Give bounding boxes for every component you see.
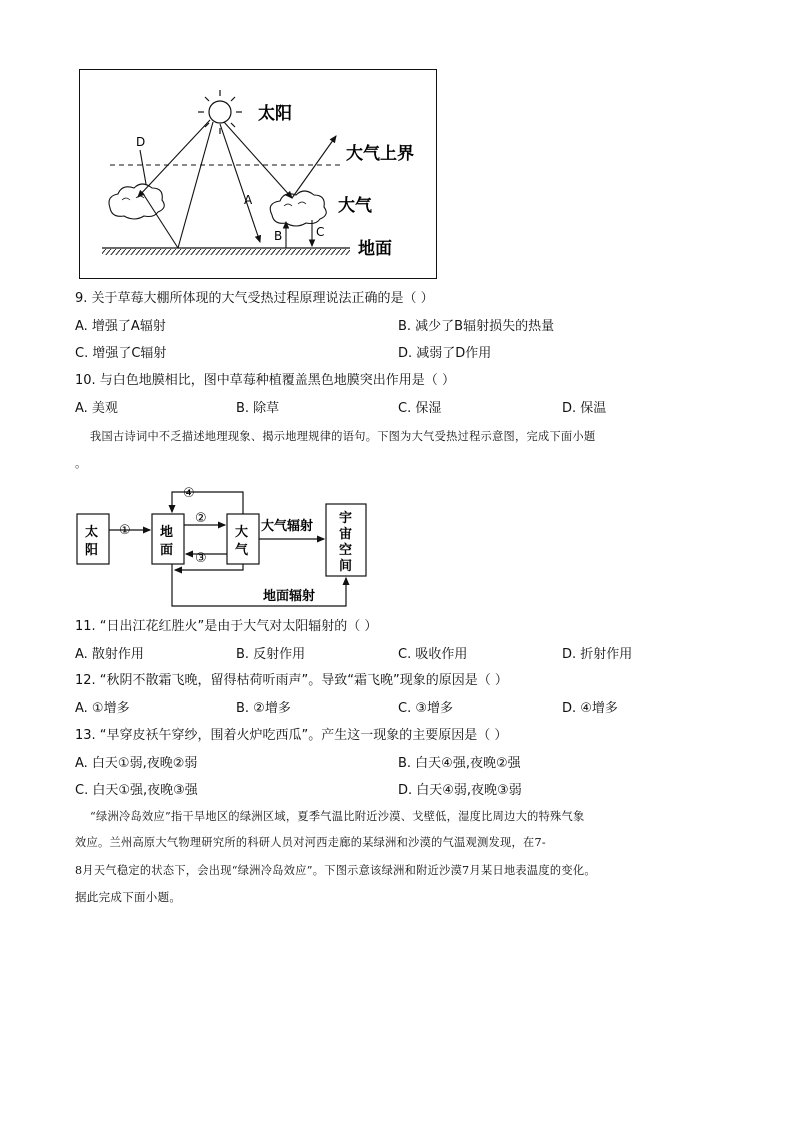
q10-option-a[interactable]: A. 美观 xyxy=(75,401,118,416)
atmos-radiation-label: 大气辐射 xyxy=(261,519,314,534)
q12-option-a[interactable]: A. ①增多 xyxy=(75,701,130,716)
intro-1-line-1: 我国古诗词中不乏描述地理现象、揭示地理规律的语句。下图为大气受热过程示意图，完成下面小题 xyxy=(90,430,596,443)
box-sun-label-1: 太 xyxy=(85,525,99,540)
box-atmos-label-2: 气 xyxy=(235,543,249,558)
q11-option-d[interactable]: D. 折射作用 xyxy=(562,647,633,662)
q9-option-b[interactable]: B. 减少了B辐射损失的热量 xyxy=(398,319,555,334)
atmosphere-label: 大气 xyxy=(338,196,372,216)
q12-option-c[interactable]: C. ③增多 xyxy=(398,701,453,716)
question-12-stem: 12. “秋阴不散霜飞晚，留得枯荷听雨声”。导致“霜飞晚”现象的原因是（ ） xyxy=(75,673,508,688)
q11-option-a[interactable]: A. 散射作用 xyxy=(75,647,144,662)
question-11-stem: 11. “日出江花红胜火”是由于大气对太阳辐射的（ ） xyxy=(75,619,378,634)
flow-label-3: ③ xyxy=(195,551,207,566)
box-space-label-4: 间 xyxy=(339,559,353,574)
arrow-a-label: A xyxy=(244,193,253,207)
arrow-d-label: D xyxy=(136,135,146,149)
q13-option-c[interactable]: C. 白天①强,夜晚③强 xyxy=(75,783,198,798)
intro-1-line-2: 。 xyxy=(75,456,87,470)
q10-option-c[interactable]: C. 保湿 xyxy=(398,401,442,416)
cloud-right-icon xyxy=(270,191,326,226)
intro-2-line-1: “绿洲冷岛效应”指干旱地区的绿洲区域，夏季气温比附近沙漠、戈壁低，湿度比周边大的特殊气象 xyxy=(90,810,585,823)
q12-option-d[interactable]: D. ④增多 xyxy=(562,701,618,716)
ground-label: 地面 xyxy=(358,239,392,259)
question-9-stem: 9. 关于草莓大棚所体现的大气受热过程原理说法正确的是（ ） xyxy=(75,291,434,306)
q10-option-b[interactable]: B. 除草 xyxy=(236,401,280,416)
arrow-b-label: B xyxy=(274,229,283,243)
q13-option-d[interactable]: D. 白天④弱,夜晚③弱 xyxy=(398,783,522,798)
q9-option-d[interactable]: D. 减弱了D作用 xyxy=(398,346,492,361)
box-atmos-label-1: 大 xyxy=(235,525,249,540)
q12-option-b[interactable]: B. ②增多 xyxy=(236,701,291,716)
flow-label-4: ④ xyxy=(183,486,195,501)
atmosphere-top-label: 大气上界 xyxy=(346,144,414,164)
box-sun-label-2: 阳 xyxy=(85,543,99,558)
q13-option-a[interactable]: A. 白天①弱,夜晚②弱 xyxy=(75,756,198,771)
figure-heating-process-flow xyxy=(75,482,375,612)
flow-label-2: ② xyxy=(195,511,207,526)
question-13-stem: 13. “早穿皮袄午穿纱，围着火炉吃西瓜”。产生这一现象的主要原因是（ ） xyxy=(75,728,508,743)
box-ground-label-2: 面 xyxy=(160,543,174,558)
box-ground-label-1: 地 xyxy=(160,525,174,540)
question-10-stem: 10. 与白色地膜相比，图中草莓种植覆盖黑色地膜突出作用是（ ） xyxy=(75,373,455,388)
q9-option-a[interactable]: A. 增强了A辐射 xyxy=(75,319,166,334)
ground-radiation-label: 地面辐射 xyxy=(263,589,316,604)
flow-label-1: ① xyxy=(119,523,131,538)
box-space-label-2: 宙 xyxy=(339,527,353,542)
sun-label: 太阳 xyxy=(258,104,292,124)
intro-2-line-3: 8月天气稳定的状态下，会出现“绿洲冷岛效应”。下图示意该绿洲和附近沙漠7月某日地表温度的变化。 xyxy=(75,864,596,877)
arrow-c-label: C xyxy=(316,225,325,239)
q10-option-d[interactable]: D. 保温 xyxy=(562,401,607,416)
figure-atmospheric-heating xyxy=(79,69,437,279)
q13-option-b[interactable]: B. 白天④强,夜晚②强 xyxy=(398,756,521,771)
intro-2-line-4: 据此完成下面小题。 xyxy=(75,890,182,904)
intro-2-line-2: 效应。兰州高原大气物理研究所的科研人员对河西走廊的某绿洲和沙漠的气温观测发现，在7- xyxy=(75,836,546,849)
q11-option-c[interactable]: C. 吸收作用 xyxy=(398,647,468,662)
q11-option-b[interactable]: B. 反射作用 xyxy=(236,647,306,662)
q9-option-c[interactable]: C. 增强了C辐射 xyxy=(75,346,167,361)
box-space-label-3: 空 xyxy=(339,543,353,558)
sun-icon xyxy=(198,90,242,134)
box-space-label-1: 宇 xyxy=(339,511,353,526)
